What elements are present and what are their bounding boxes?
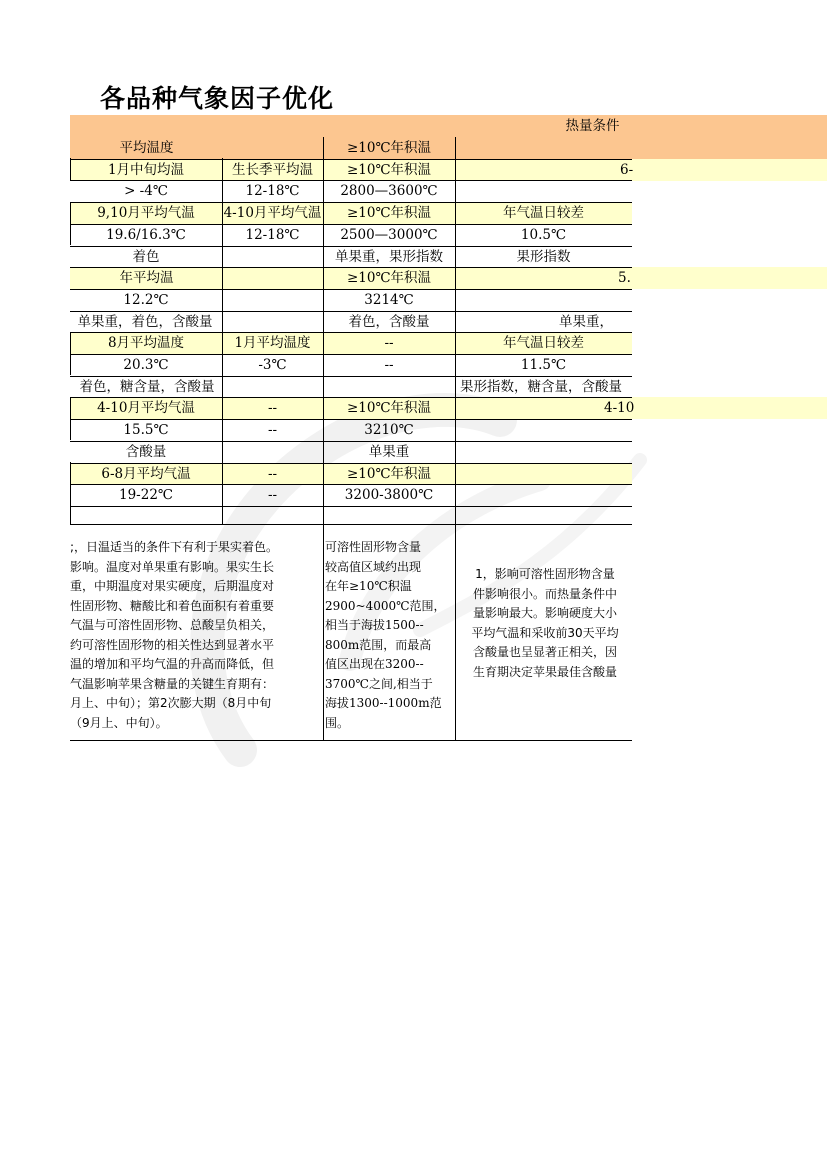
table-cell: ≥10℃年积温 (346, 205, 432, 222)
note-column-2: 可溶性固形物含量 较高值区域约出现 在年≥10℃积温 2900~4000℃范围， 相当于海拔1500-- 800m范围，而最高 值区出现在3200-- 3700℃之间,相当于 海拔1300--1000m范 围。 (325, 540, 446, 730)
table-cell: 19-22℃ (118, 487, 174, 504)
grid-line (70, 484, 632, 485)
table-row (70, 441, 827, 463)
table-cell: 单果重 (368, 443, 410, 460)
table-cell (455, 180, 632, 202)
table-row (70, 267, 827, 289)
table-cell: ≥10℃年积温 (346, 270, 432, 287)
table-cell: 2500—3000℃ (340, 226, 438, 243)
table-cell: 果形指数 (516, 248, 571, 265)
table-cell: 年平均温 (119, 270, 174, 287)
table-cell (455, 441, 632, 463)
table-cell: 12.2℃ (123, 291, 169, 308)
table-cell (455, 484, 632, 506)
grid-line (70, 267, 632, 268)
grid-line (70, 462, 71, 524)
table-cell: 果形指数，糖含量，含酸量 (460, 378, 622, 395)
table-cell: 6-8月平均气温 (101, 465, 191, 482)
grid-line (455, 137, 456, 740)
grid-line (70, 506, 632, 507)
heat-condition-header: 热量条件 (565, 118, 620, 134)
table-cell: -- (267, 400, 278, 417)
grid-line (70, 419, 632, 420)
table-row (70, 354, 827, 376)
table-cell (222, 376, 323, 398)
table-cell: 着色，含酸量 (348, 313, 430, 330)
table-cell: 着色，糖含量，含酸量 (79, 378, 215, 395)
table-cell: ≥10℃年积温 (346, 140, 432, 156)
grid-line (70, 289, 632, 290)
table-cell: 12-18℃ (245, 183, 300, 200)
grid-line (70, 397, 632, 398)
table-row (70, 463, 632, 485)
table-cell: 4-10月平均气温 (223, 205, 322, 222)
table-cell: ≥10℃年积温 (346, 465, 432, 482)
grid-line (70, 463, 632, 464)
grid-line (70, 159, 632, 160)
table-row (70, 484, 827, 506)
grid-line (323, 137, 324, 740)
page-title: 各品种气象因子优化 (100, 84, 335, 113)
table-cell: 11.5℃ (520, 357, 567, 373)
table-cell: -- (267, 465, 278, 482)
grid-line (70, 332, 632, 333)
note-column-3: 1，影响可溶性固形物含量 件影响很小。而热量条件中 量影响最大。影响硬度大小 平均气温和采收前30天平均 含酸量也呈显著正相关，因 生育期决定苹果最佳含酸量 (471, 567, 619, 679)
table-cell: 单果重，着色，含酸量 (77, 313, 213, 330)
table-cell: -3℃ (258, 357, 287, 373)
table-cell-overflow: 5. (618, 270, 631, 287)
grid-line (70, 158, 71, 180)
table-cell-overflow: 4-10 (604, 400, 634, 417)
table-cell (222, 137, 323, 159)
table-cell: -- (267, 422, 278, 439)
table-row (70, 224, 827, 246)
table-cell: 3214℃ (364, 291, 414, 308)
table-cell: 9,10月平均气温 (97, 205, 195, 222)
table-cell-overflow: 6- (620, 161, 634, 178)
table-cell: 平均温度 (119, 140, 174, 156)
table-cell: 2800—3600℃ (340, 183, 438, 200)
table-cell: 20.3℃ (123, 357, 169, 373)
table-cell: 1月平均温度 (234, 335, 311, 352)
grid-line (70, 441, 632, 442)
table-row (70, 419, 827, 441)
table-cell: ≥10℃年积温 (346, 161, 432, 178)
table-row (70, 159, 827, 181)
table-cell: ≥10℃年积温 (346, 400, 432, 417)
table-cell (323, 376, 455, 398)
table-cell (222, 441, 323, 463)
table-cell: 着色 (132, 248, 160, 265)
table-cell: 3210℃ (364, 422, 414, 439)
table-header-row (70, 115, 827, 137)
grid-line (222, 158, 223, 524)
table-cell: 12-18℃ (245, 226, 300, 243)
table-cell (455, 463, 632, 485)
table-cell: 单果重，果形指数 (335, 248, 443, 265)
grid-line (70, 202, 632, 203)
table-cell: 8月平均温度 (107, 335, 185, 352)
grid-line (70, 311, 632, 312)
table-row (70, 332, 632, 354)
table-cell: -- (267, 487, 278, 504)
table-cell: 10.5℃ (520, 226, 567, 243)
table-row (70, 289, 827, 311)
table-cell: -- (384, 357, 394, 373)
table-cell: 生长季平均温 (232, 161, 313, 178)
table-cell: 1月中旬均温 (107, 161, 185, 178)
table-cell: 年气温日较差 (503, 335, 584, 352)
table-row (70, 202, 632, 224)
table-cell (455, 159, 632, 181)
table-row (70, 311, 827, 333)
table-cell: 19.6/16.3℃ (106, 226, 186, 243)
grid-line (70, 224, 632, 225)
table-row (70, 137, 827, 159)
table-cell (455, 267, 632, 289)
grid-line (70, 246, 632, 247)
grid-line (70, 524, 632, 525)
table-row (70, 397, 827, 419)
table-cell: 15.5℃ (123, 422, 169, 439)
grid-line (70, 740, 632, 741)
table-row (70, 376, 827, 398)
grid-line (70, 354, 632, 355)
table-cell: 单果重， (559, 313, 613, 330)
table-cell (455, 137, 632, 159)
table-cell (222, 311, 323, 333)
grid-line (70, 180, 632, 181)
table-cell: -- (384, 335, 394, 352)
table-cell (222, 246, 323, 268)
table-cell: 3200-3800℃ (344, 487, 434, 504)
table-cell: 含酸量 (125, 443, 167, 460)
table-cell (222, 289, 323, 311)
table-row (70, 246, 827, 268)
table-cell: > -4℃ (124, 183, 168, 200)
table-cell (222, 267, 323, 289)
table-row (70, 180, 827, 202)
grid-line (70, 376, 632, 377)
table-cell (455, 289, 632, 311)
table-cell: 4-10月平均气温 (97, 400, 195, 417)
note-column-1: ;，日温适当的条件下有利于果实着色。 影响。温度对单果重有影响。果实生长 重，中期温度对果实硬度，后期温度对 性固形物、糖酸比和着色面积有着重要 气温与可溶性固形物、总酸呈负相关， 约可溶性固形物的相关性达到显著水平 温的增加和平均气温的升高而降低，但 气温影响苹果含糖量的关键生育期有： 月上、中旬）；第2次膨大期（8月中旬 （9月上、中旬）。 (70, 540, 279, 730)
table-cell (455, 419, 632, 441)
table-cell: 年气温日较差 (503, 205, 584, 222)
